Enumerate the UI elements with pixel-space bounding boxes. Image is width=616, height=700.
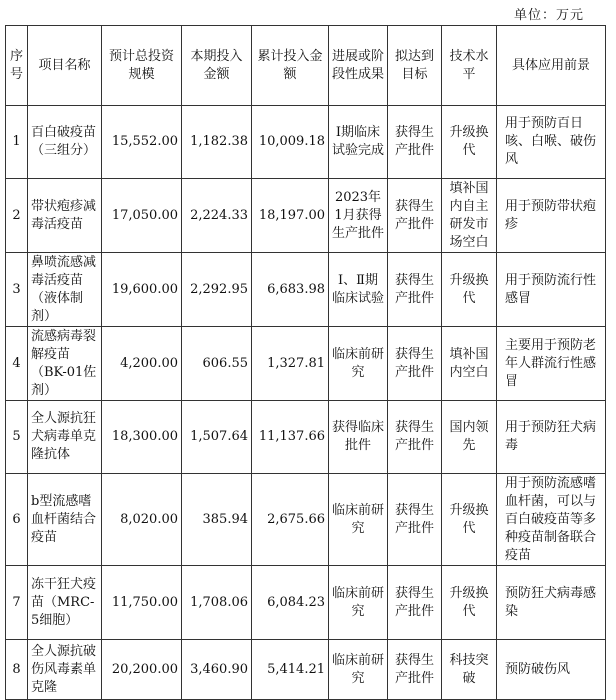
- cell-name: 流感病毒裂解疫苗（BK-01佐剂）: [28, 327, 102, 401]
- cell-no: 7: [6, 566, 28, 640]
- cell-application: 用于预防流感嗜血杆菌，可以与百白破疫苗等多种疫苗制备联合疫苗: [497, 474, 606, 566]
- cell-total: 20,200.00: [102, 640, 182, 700]
- cell-no: 6: [6, 474, 28, 566]
- cell-level: 填补国内空白: [442, 327, 497, 401]
- cell-application: 用于预防流行性感冒: [497, 253, 606, 327]
- cell-target: 获得生产批件: [388, 106, 442, 179]
- cell-current: 1,182.38: [182, 106, 252, 179]
- cell-total: 17,050.00: [102, 179, 182, 253]
- table-row: [6, 401, 606, 474]
- cell-name: 全人源抗狂犬病毒单克隆抗体: [28, 401, 102, 474]
- cell-progress: 临床前研究: [329, 640, 388, 700]
- cell-progress: 获得临床批件: [329, 401, 388, 474]
- cell-current: 2,292.95: [182, 253, 252, 327]
- cell-total: 11,750.00: [102, 566, 182, 640]
- cell-name: 鼻喷流感减毒活疫苗（液体制剂）: [28, 253, 102, 327]
- cell-target: 获得生产批件: [388, 401, 442, 474]
- header-level: 技术水平: [442, 26, 497, 106]
- cell-progress: Ⅰ、Ⅱ期临床试验: [329, 253, 388, 327]
- table-row: [6, 253, 606, 327]
- cell-current: 1,507.64: [182, 401, 252, 474]
- table-row: [6, 327, 606, 401]
- cell-total: 19,600.00: [102, 253, 182, 327]
- cell-progress: 2023年1月获得生产批件: [329, 179, 388, 253]
- cell-level: 升级换代: [442, 566, 497, 640]
- cell-no: 4: [6, 327, 28, 401]
- cell-current: 3,460.90: [182, 640, 252, 700]
- cell-no: 1: [6, 106, 28, 179]
- cell-total: 8,020.00: [102, 474, 182, 566]
- cell-cumulative: 18,197.00: [252, 179, 329, 253]
- table-row: [6, 106, 606, 179]
- cell-level: 填补国内自主研发市场空白: [442, 179, 497, 253]
- cell-name: 百白破疫苗（三组分）: [28, 106, 102, 179]
- cell-total: 4,200.00: [102, 327, 182, 401]
- cell-cumulative: 1,327.81: [252, 327, 329, 401]
- cell-target: 获得生产批件: [388, 253, 442, 327]
- cell-cumulative: 2,675.66: [252, 474, 329, 566]
- cell-target: 获得生产批件: [388, 179, 442, 253]
- cell-level: 国内领先: [442, 401, 497, 474]
- cell-application: 用于预防狂犬病毒: [497, 401, 606, 474]
- cell-cumulative: 11,137.66: [252, 401, 329, 474]
- cell-target: 获得生产批件: [388, 640, 442, 700]
- cell-application: 用于预防带状疱疹: [497, 179, 606, 253]
- cell-no: 2: [6, 179, 28, 253]
- header-progress: 进展或阶段性成果: [329, 26, 388, 106]
- cell-no: 5: [6, 401, 28, 474]
- header-current: 本期投入金额: [182, 26, 252, 106]
- cell-no: 3: [6, 253, 28, 327]
- cell-cumulative: 6,683.98: [252, 253, 329, 327]
- cell-level: 升级换代: [442, 474, 497, 566]
- cell-name: 带状疱疹减毒活疫苗: [28, 179, 102, 253]
- cell-level: 升级换代: [442, 106, 497, 179]
- cell-name: 冻干狂犬疫苗（MRC-5细胞）: [28, 566, 102, 640]
- cell-application: 主要用于预防老年人群流行性感冒: [497, 327, 606, 401]
- table-row: [6, 640, 606, 700]
- unit-label: 单位：万元: [514, 8, 585, 23]
- table-row: [6, 179, 606, 253]
- cell-cumulative: 6,084.23: [252, 566, 329, 640]
- cell-level: 科技突破: [442, 640, 497, 700]
- cell-target: 获得生产批件: [388, 566, 442, 640]
- cell-progress: Ⅰ期临床试验完成: [329, 106, 388, 179]
- header-no: 序号: [6, 26, 28, 106]
- cell-current: 1,708.06: [182, 566, 252, 640]
- cell-progress: 临床前研究: [329, 566, 388, 640]
- header-target: 拟达到目标: [388, 26, 442, 106]
- table-row: [6, 566, 606, 640]
- cell-progress: 临床前研究: [329, 474, 388, 566]
- header-application: 具体应用前景: [497, 26, 606, 106]
- rd-projects-table: [5, 25, 606, 700]
- cell-progress: 临床前研究: [329, 327, 388, 401]
- cell-name: b型流感嗜血杆菌结合疫苗: [28, 474, 102, 566]
- cell-no: 8: [6, 640, 28, 700]
- header-cumulative: 累计投入金额: [252, 26, 329, 106]
- cell-name: 全人源抗破伤风毒素单克隆: [28, 640, 102, 700]
- cell-application: 预防狂犬病毒感染: [497, 566, 606, 640]
- cell-total: 15,552.00: [102, 106, 182, 179]
- header-total: 预计总投资规模: [102, 26, 182, 106]
- cell-application: 用于预防百日咳、白喉、破伤风: [497, 106, 606, 179]
- cell-current: 2,224.33: [182, 179, 252, 253]
- cell-target: 获得生产批件: [388, 327, 442, 401]
- header-row: [6, 26, 606, 106]
- cell-target: 获得生产批件: [388, 474, 442, 566]
- cell-total: 18,300.00: [102, 401, 182, 474]
- cell-current: 606.55: [182, 327, 252, 401]
- header-name: 项目名称: [28, 26, 102, 106]
- cell-current: 385.94: [182, 474, 252, 566]
- cell-cumulative: 10,009.18: [252, 106, 329, 179]
- cell-application: 预防破伤风: [497, 640, 606, 700]
- table-row: [6, 474, 606, 566]
- cell-level: 升级换代: [442, 253, 497, 327]
- cell-cumulative: 5,414.21: [252, 640, 329, 700]
